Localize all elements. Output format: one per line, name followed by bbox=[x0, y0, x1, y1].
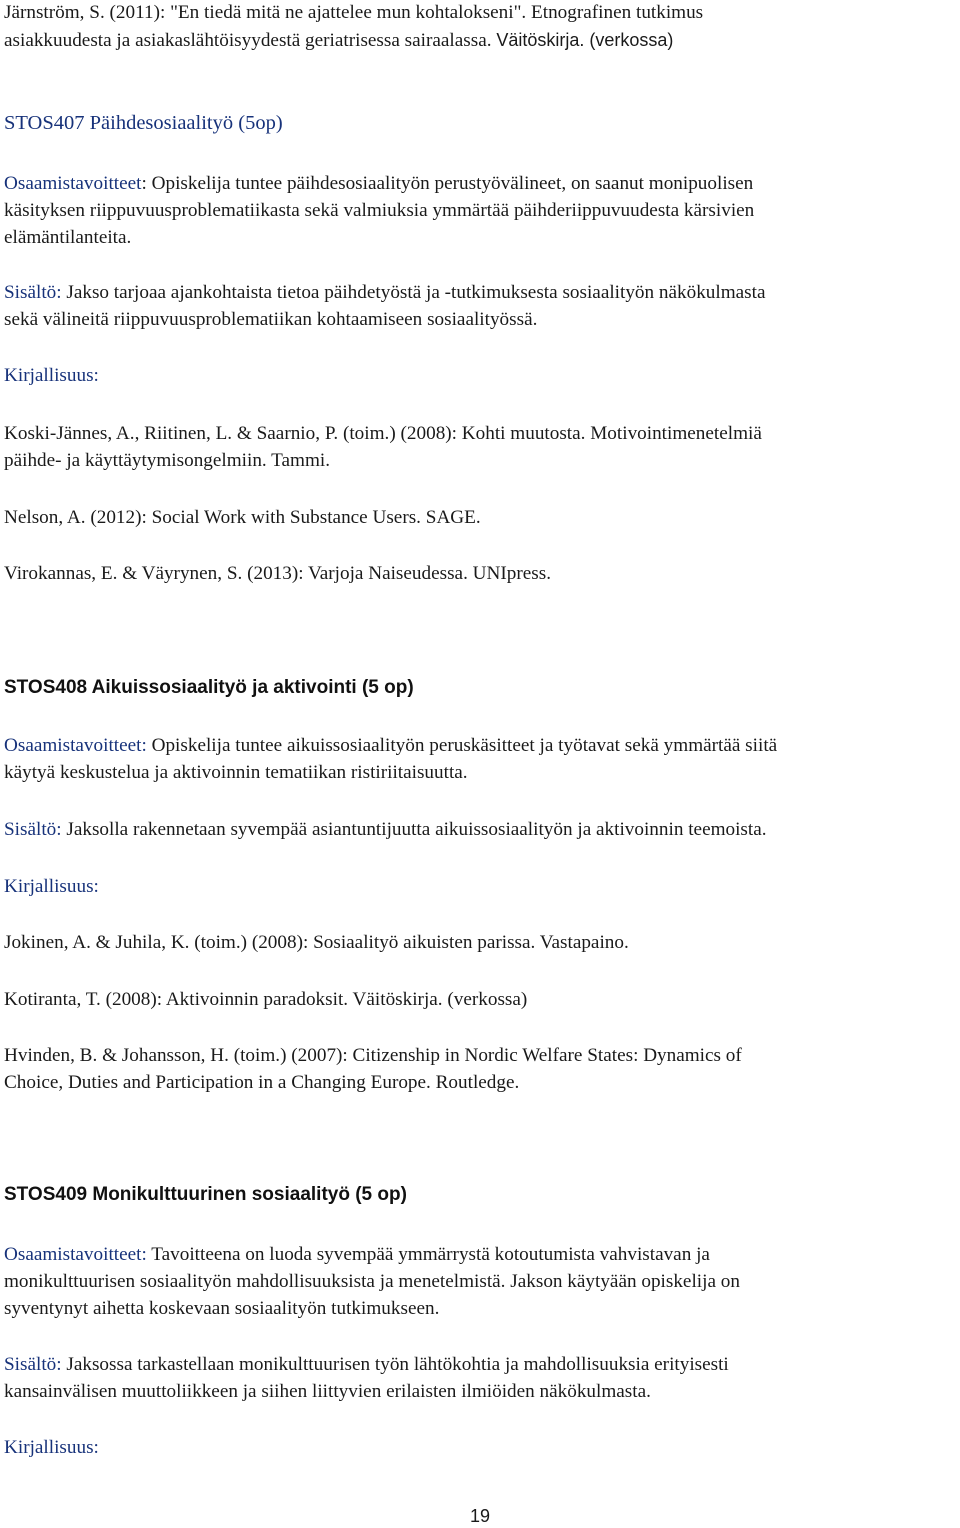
stos407-goals-label: Osaamistavoitteet bbox=[4, 173, 142, 194]
intro-reference-sans: Väitöskirja. (verkossa) bbox=[496, 30, 674, 50]
stos407-goals-line-3: elämäntilanteita. bbox=[4, 227, 132, 248]
stos407-content-text-1: Jakso tarjoaa ajankohtaista tietoa päihdetyöstä ja -tutkimuksesta sosiaalityön näkökulmasta bbox=[61, 282, 766, 303]
stos407-ref-3: Virokannas, E. & Väyrynen, S. (2013): Varjoja Naiseudessa. UNIpress. bbox=[4, 563, 552, 584]
stos408-ref-2: Kotiranta, T. (2008): Aktivoinnin paradoksit. Väitöskirja. (verkossa) bbox=[4, 989, 528, 1010]
stos407-goals-line-2: käsityksen riippuvuusproblematiikasta sekä valmiuksia ymmärtää päihderiippuvuudesta kärsivien bbox=[4, 200, 755, 221]
intro-reference-line-1: Järnström, S. (2011): "En tiedä mitä ne ajattelee mun kohtalokseni". Etnografinen tutkimus bbox=[4, 2, 704, 23]
stos407-ref-2: Nelson, A. (2012): Social Work with Substance Users. SAGE. bbox=[4, 507, 481, 528]
stos407-ref-1-line-1: Koski-Jännes, A., Riitinen, L. & Saarnio, P. (toim.) (2008): Kohti muutosta. Motivointimenetelmiä bbox=[4, 423, 762, 444]
stos407-goals-text-1: : Opiskelija tuntee päihdesosiaalityön perustyövälineet, on saanut monipuolisen bbox=[141, 173, 754, 194]
stos409-goals-label: Osaamistavoitteet: bbox=[4, 1244, 147, 1265]
page-number: 19 bbox=[469, 1506, 491, 1526]
stos407-title: STOS407 Päihdesosiaalityö (5op) bbox=[4, 112, 283, 134]
intro-reference-serif: asiakkuudesta ja asiakaslähtöisyydestä geriatrisessa sairaalassa. bbox=[4, 30, 492, 51]
stos409-content-line-2: kansainvälisen muuttoliikkeen ja siihen liittyvien erilaisten ilmiöiden näkökulmasta. bbox=[4, 1381, 651, 1402]
stos407-content-line-1 bbox=[4, 279, 765, 306]
stos408-literature-label: Kirjallisuus: bbox=[4, 876, 99, 897]
stos409-goals-line-1 bbox=[4, 1241, 710, 1268]
stos409-title: STOS409 Monikulttuurinen sosiaalityö (5 op) bbox=[4, 1184, 407, 1205]
stos409-goals-line-3: syventynyt aihetta koskevaan sosiaalityön tutkimukseen. bbox=[4, 1298, 440, 1319]
stos408-content-label: Sisältö: bbox=[4, 819, 62, 840]
stos408-content-line-1 bbox=[4, 816, 767, 843]
stos409-content-line-1 bbox=[4, 1351, 729, 1378]
stos409-goals-line-2: monikulttuurisen sosiaalityön mahdollisuuksista ja menetelmistä. Jakson käytyään opiskelija on bbox=[4, 1271, 740, 1292]
stos408-goals-label: Osaamistavoitteet: bbox=[4, 735, 147, 756]
stos408-ref-3-line-1: Hvinden, B. & Johansson, H. (toim.) (2007): Citizenship in Nordic Welfare States: Dynamics of bbox=[4, 1045, 742, 1066]
stos408-ref-1: Jokinen, A. & Juhila, K. (toim.) (2008): Sosiaalityö aikuisten parissa. Vastapaino. bbox=[4, 932, 629, 953]
stos408-goals-line-1 bbox=[4, 732, 777, 759]
stos407-content-label: Sisältö: bbox=[4, 282, 62, 303]
stos407-ref-1-line-2: päihde- ja käyttäytymisongelmiin. Tammi. bbox=[4, 450, 331, 471]
stos409-goals-text-1: Tavoitteena on luoda syvempää ymmärrystä kotoutumista vahvistavan ja bbox=[146, 1244, 710, 1265]
stos408-goals-text-1: Opiskelija tuntee aikuissosiaalityön peruskäsitteet ja työtavat sekä ymmärtää siitä bbox=[146, 735, 778, 756]
stos409-literature-label: Kirjallisuus: bbox=[4, 1437, 99, 1458]
stos408-content-text-1: Jaksolla rakennetaan syvempää asiantuntijuutta aikuissosiaalityön ja aktivoinnin teemoista. bbox=[61, 819, 767, 840]
stos409-content-label: Sisältö: bbox=[4, 1354, 62, 1375]
stos409-content-text-1: Jaksossa tarkastellaan monikulttuurisen työn lähtökohtia ja mahdollisuuksia erityisesti bbox=[61, 1354, 729, 1375]
stos408-goals-line-2: käytyä keskustelua ja aktivoinnin tematiikan ristiriitaisuutta. bbox=[4, 762, 468, 783]
stos408-title: STOS408 Aikuissosiaalityö ja aktivointi (5 op) bbox=[4, 677, 414, 698]
stos407-goals-line-1 bbox=[4, 170, 753, 197]
intro-reference-line-2 bbox=[4, 27, 673, 54]
stos407-content-line-2: sekä välineitä riippuvuusproblematiikan kohtaamiseen sosiaalityössä. bbox=[4, 309, 538, 330]
stos408-ref-3-line-2: Choice, Duties and Participation in a Changing Europe. Routledge. bbox=[4, 1072, 520, 1093]
stos407-literature-label: Kirjallisuus: bbox=[4, 365, 99, 386]
